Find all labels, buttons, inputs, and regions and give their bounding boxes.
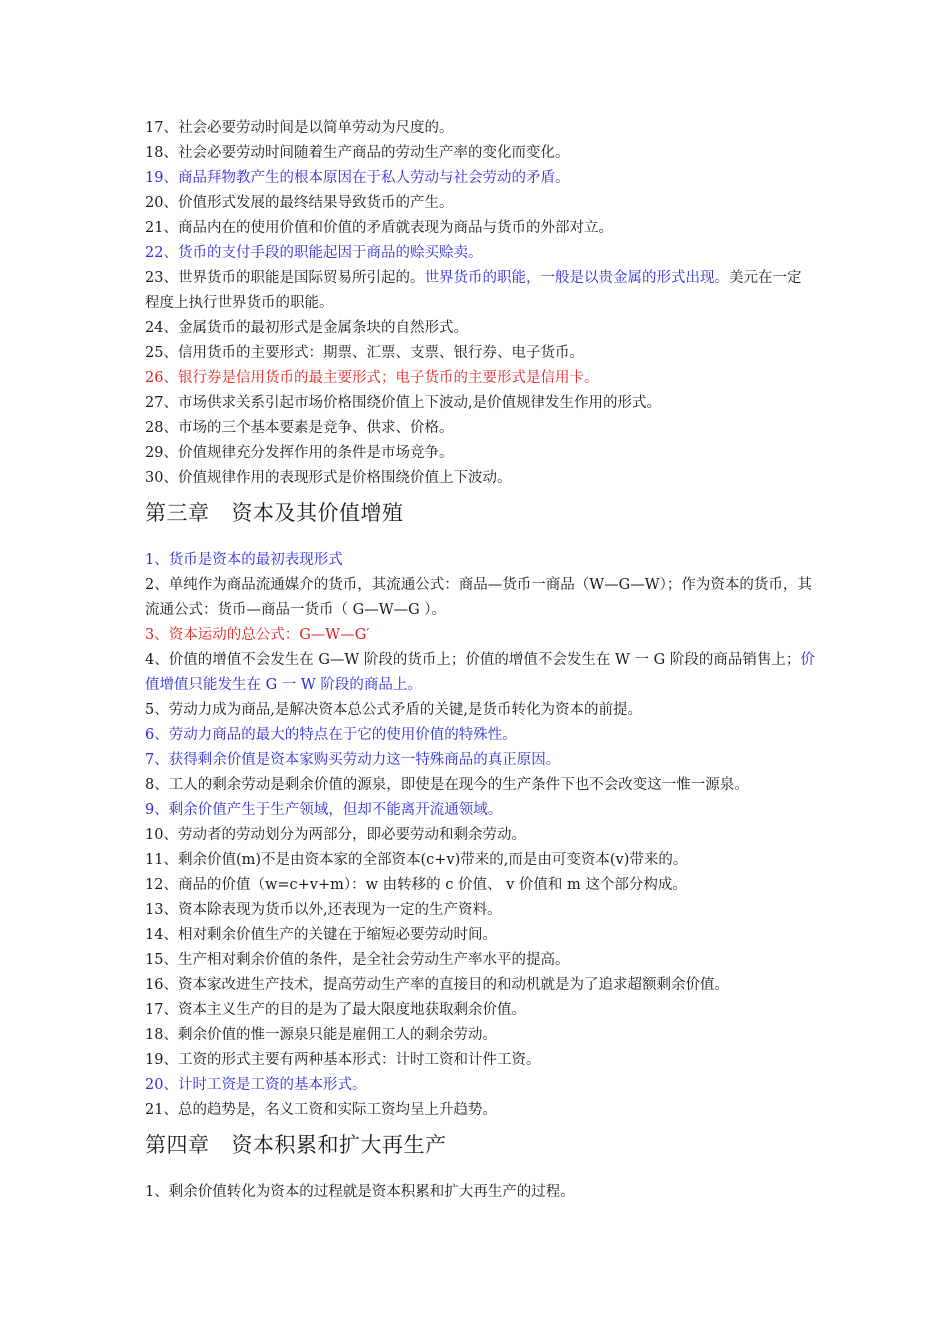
chapter-title: 资本及其价值增殖 [231,501,404,525]
list-item-segment: 价值增值只能发生在 G 一 W 阶段的商品上。 [145,652,815,693]
chapter-heading-4 [145,1130,815,1160]
list-item: 12、商品的价值（w=c+v+m）：w 由转移的 c 价值、 v 价值和 m 这个部分构成。 [145,877,687,893]
list-item: 27、市场供求关系引起市场价格围绕价值上下波动,是价值规律发生作用的形式。 [145,395,662,411]
section-chapter3 [145,548,815,1123]
list-item: 11、剩余价值(m)不是由资本家的全部资本(c+v)带来的,而是由可变资本(v)带来的。 [145,852,688,868]
list-item: 18、社会必要劳动时间随着生产商品的劳动生产率的变化而变化。 [145,145,570,161]
list-item: 21、总的趋势是，名义工资和实际工资均呈上升趋势。 [145,1102,497,1118]
list-item-segment: 4、价值的增值不会发生在 G—W 阶段的货币上；价值的增值不会发生在 W 一 G 阶段的商品销售上； [145,652,801,668]
list-item: 24、金属货币的最初形式是金属条块的自然形式。 [145,320,468,336]
list-item: 20、价值形式发展的最终结果导致货币的产生。 [145,195,454,211]
list-item: 14、相对剩余价值生产的关键在于缩短必要劳动时间。 [145,927,497,943]
list-item: 10、劳动者的劳动划分为两部分，即必要劳动和剩余劳动。 [145,827,526,843]
list-item: 7、获得剩余价值是资本家购买劳动力这一特殊商品的真正原因。 [145,752,561,768]
list-item: 1、剩余价值转化为资本的过程就是资本积累和扩大再生产的过程。 [145,1184,575,1200]
list-item: 18、剩余价值的惟一源泉只能是雇佣工人的剩余劳动。 [145,1027,497,1043]
list-item: 26、银行券是信用货币的最主要形式；电子货币的主要形式是信用卡。 [145,370,599,386]
list-item: 9、剩余价值产生于生产领域，但却不能离开流通领域。 [145,802,503,818]
list-item: 8、工人的剩余劳动是剩余价值的源泉，即使是在现今的生产条件下也不会改变这一惟一源泉。 [145,777,749,793]
section-chapter4 [145,1180,815,1205]
list-item: 28、市场的三个基本要素是竞争、供求、价格。 [145,420,454,436]
list-item: 3、资本运动的总公式：G—W—G′ [145,627,370,643]
list-item: 19、工资的形式主要有两种基本形式：计时工资和计件工资。 [145,1052,541,1068]
list-item [145,266,815,316]
list-item-segment: 世界货币的职能，一般是以贵金属的形式出现。 [424,270,729,286]
list-item: 17、资本主义生产的目的是为了最大限度地获取剩余价值。 [145,1002,526,1018]
list-item: 5、劳动力成为商品,是解决资本总公式矛盾的关键,是货币转化为资本的前提。 [145,702,642,718]
list-item-segment: 23、世界货币的职能是国际贸易所引起的。 [145,270,425,286]
list-item: 1、货币是资本的最初表现形式 [145,552,343,568]
list-item: 20、计时工资是工资的基本形式。 [145,1077,367,1093]
list-item-segment: 美元在一定程度上执行世界货币的职能。 [145,270,802,311]
list-item: 6、劳动力商品的最大的特点在于它的使用价值的特殊性。 [145,727,517,743]
list-item: 22、货币的支付手段的职能起因于商品的赊买赊卖。 [145,245,483,261]
list-item: 15、生产相对剩余价值的条件，是全社会劳动生产率水平的提高。 [145,952,570,968]
section-chapter2-tail [145,116,815,491]
list-item: 16、资本家改进生产技术，提高劳动生产率的直接目的和动机就是为了追求超额剩余价值。 [145,977,729,993]
chapter-heading-3 [145,498,815,528]
chapter-title: 资本积累和扩大再生产 [231,1133,447,1157]
list-item: 30、价值规律作用的表现形式是价格围绕价值上下波动。 [145,470,512,486]
list-item: 13、资本除表现为货币以外,还表现为一定的生产资料。 [145,902,502,918]
list-item: 21、商品内在的使用价值和价值的矛盾就表现为商品与货币的外部对立。 [145,220,613,236]
list-item: 2、单纯作为商品流通媒介的货币，其流通公式：商品—货币一商品（W—G—W）；作为资本的货币，其流通公式：货币—商品一货币（ G—W—G ）。 [145,577,812,618]
list-item [145,648,815,698]
page-content [145,116,815,1205]
list-item: 29、价值规律充分发挥作用的条件是市场竞争。 [145,445,454,461]
list-item: 25、信用货币的主要形式：期票、汇票、支票、银行券、电子货币。 [145,345,584,361]
list-item: 17、社会必要劳动时间是以简单劳动为尺度的。 [145,120,454,136]
list-item: 19、商品拜物教产生的根本原因在于私人劳动与社会劳动的矛盾。 [145,170,570,186]
chapter-number: 第四章 [145,1133,210,1157]
chapter-number: 第三章 [145,501,210,525]
